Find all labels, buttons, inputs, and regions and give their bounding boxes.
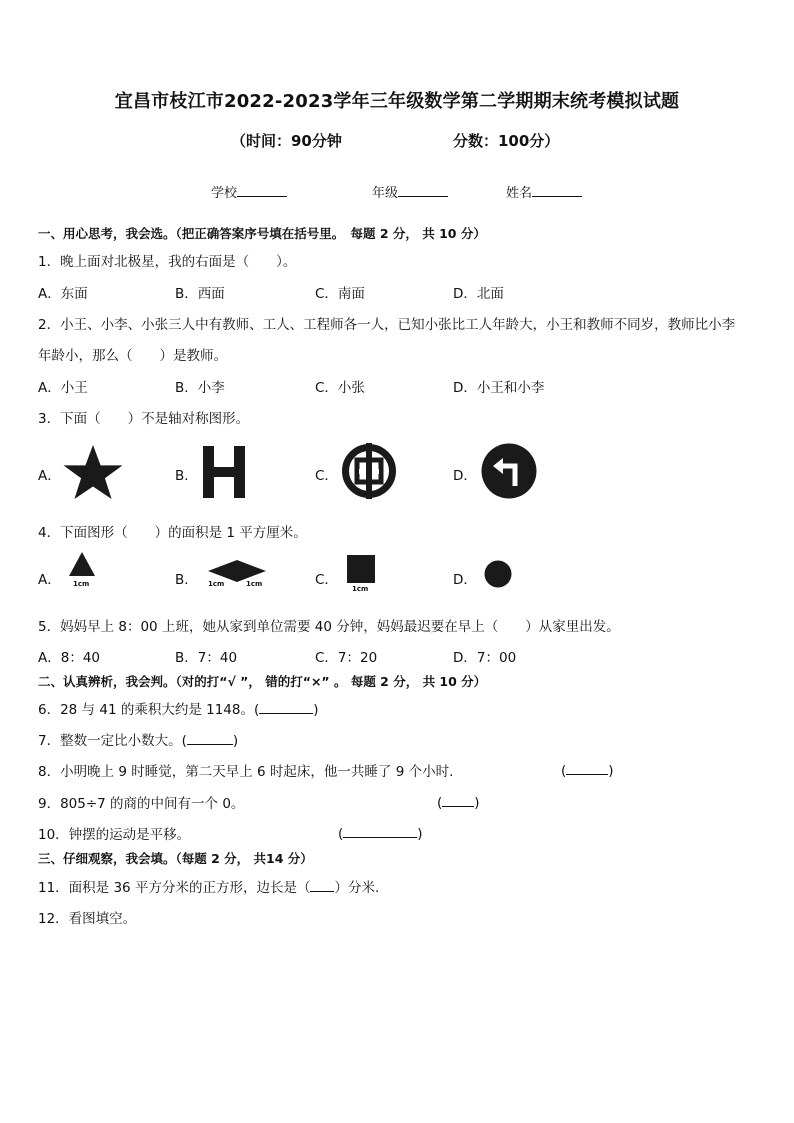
q9-answer: [437, 792, 480, 811]
rhombus-shape: [208, 560, 266, 582]
q10-answer-blank[interactable]: [343, 823, 417, 838]
q11-stem-part1: 11．面积是 36 平方分米的正方形，边长是（: [38, 880, 311, 896]
q8-close: ): [608, 763, 614, 779]
school-label: 学校: [211, 186, 238, 201]
q1-option-b[interactable]: B．西面: [175, 286, 225, 302]
section-1-heading: 一、用心思考，我会选。（把正确答案序号填在括号里。 每题 2 分， 共 10 分）: [38, 226, 486, 241]
q7-line: [38, 729, 238, 749]
q5-option-b[interactable]: B．7：40: [175, 650, 238, 666]
exam-score: 分数：100分）: [453, 132, 560, 150]
q10-open: (: [338, 826, 344, 842]
q2-stem-line2: 年龄小，那么（ ）是教师。: [38, 348, 227, 364]
rhombus-unit-label-left: 1cm: [208, 580, 225, 588]
q4-stem: 4．下面图形（ ）的面积是 1 平方厘米。: [38, 525, 307, 541]
rhombus-unit-label-right: 1cm: [246, 580, 263, 588]
q5-option-d[interactable]: D．7：00: [453, 650, 517, 666]
q6-close: ): [313, 702, 319, 718]
q6-answer-blank[interactable]: [259, 699, 313, 714]
q3-stem: 3．下面（ ）不是轴对称图形。: [38, 411, 250, 427]
q9-open: (: [437, 795, 443, 811]
q6-stem: 6．28 与 41 的乘积大约是 1148。(: [38, 702, 260, 718]
q2-option-a[interactable]: A．小王: [38, 380, 88, 396]
name-label: 姓名: [506, 186, 533, 201]
q7-stem: 7．整数一定比小数大。(: [38, 733, 187, 749]
q7-answer-blank[interactable]: [187, 730, 233, 745]
grade-blank[interactable]: [398, 182, 448, 197]
q9-close: ): [474, 795, 480, 811]
q4-option-b[interactable]: B．: [175, 572, 198, 588]
q9-answer-blank[interactable]: [442, 792, 474, 807]
q5-option-c[interactable]: C．7：20: [315, 650, 378, 666]
q8-open: (: [561, 763, 567, 779]
q1-option-d[interactable]: D．北面: [453, 286, 504, 302]
q11-stem-part2: ）分米.: [334, 880, 380, 896]
q9-stem: 9．805÷7 的商的中间有一个 0。: [38, 796, 245, 812]
q4-option-a[interactable]: A．: [38, 572, 61, 588]
q8-answer: [561, 760, 614, 779]
q8-stem: 8．小明晚上 9 时睡觉，第二天早上 6 时起床，他一共睡了 9 个小时.: [38, 764, 454, 780]
school-blank[interactable]: [237, 182, 287, 197]
q10-answer: [338, 823, 423, 842]
q7-close: ): [232, 733, 239, 749]
q6-line: [38, 698, 319, 718]
q1-option-c[interactable]: C．南面: [315, 286, 365, 302]
exam-time: （时间：90分钟: [231, 132, 342, 150]
square-shape: [347, 555, 375, 583]
q1-option-a[interactable]: A．东面: [38, 286, 88, 302]
q2-stem-line1: 2．小王、小李、小张三人中有教师、工人、工程师各一人，已知小张比工人年龄大，小王和教师不同岁，教师比小李: [38, 317, 736, 333]
q3-option-a[interactable]: A．: [38, 468, 61, 484]
q11-line: [38, 876, 379, 896]
school-field: [211, 182, 287, 201]
letter-h-icon: [203, 446, 245, 498]
q2-option-d[interactable]: D．小王和小李: [453, 380, 545, 396]
section-2-heading: 二、认真辨析，我会判。（对的打“√ ”， 错的打“×” 。 每题 2 分， 共 10 分）: [38, 674, 487, 689]
grade-field: [372, 182, 448, 201]
q10-close: ): [417, 826, 423, 842]
square-unit-label: 1cm: [352, 585, 369, 593]
q12-stem: 12．看图填空。: [38, 911, 137, 927]
bank-logo-icon: [341, 443, 397, 499]
q3-option-b[interactable]: B．: [175, 468, 198, 484]
star-icon: [62, 444, 124, 500]
q4-option-d[interactable]: D．: [453, 572, 477, 588]
q8-answer-blank[interactable]: [566, 760, 608, 775]
section-3-heading: 三、仔细观察，我会填。（每题 2 分， 共14 分）: [38, 851, 313, 866]
q3-option-d[interactable]: D．: [453, 468, 477, 484]
triangle-shape: [69, 552, 95, 576]
q3-option-c[interactable]: C．: [315, 468, 338, 484]
q11-answer-blank[interactable]: [310, 877, 334, 892]
q10-stem: 10．钟摆的运动是平移。: [38, 827, 191, 843]
q5-option-a[interactable]: A．8：40: [38, 650, 101, 666]
triangle-unit-label: 1cm: [73, 580, 90, 588]
q1-stem: 1．晚上面对北极星，我的右面是（ ）。: [38, 254, 297, 270]
q2-option-b[interactable]: B．小李: [175, 380, 225, 396]
exam-title: 宜昌市枝江市2022-2023学年三年级数学第二学期期末统考模拟试题: [114, 91, 680, 112]
name-field: [506, 182, 582, 201]
grade-label: 年级: [372, 186, 399, 201]
turn-left-sign-icon: [481, 443, 537, 499]
circle-shape: [484, 560, 512, 588]
q5-stem: 5．妈妈早上 8：00 上班，她从家到单位需要 40 分钟，妈妈最迟要在早上（ ）从家里出发。: [38, 619, 620, 635]
q2-option-c[interactable]: C．小张: [315, 380, 365, 396]
name-blank[interactable]: [532, 182, 582, 197]
q4-option-c[interactable]: C．: [315, 572, 338, 588]
